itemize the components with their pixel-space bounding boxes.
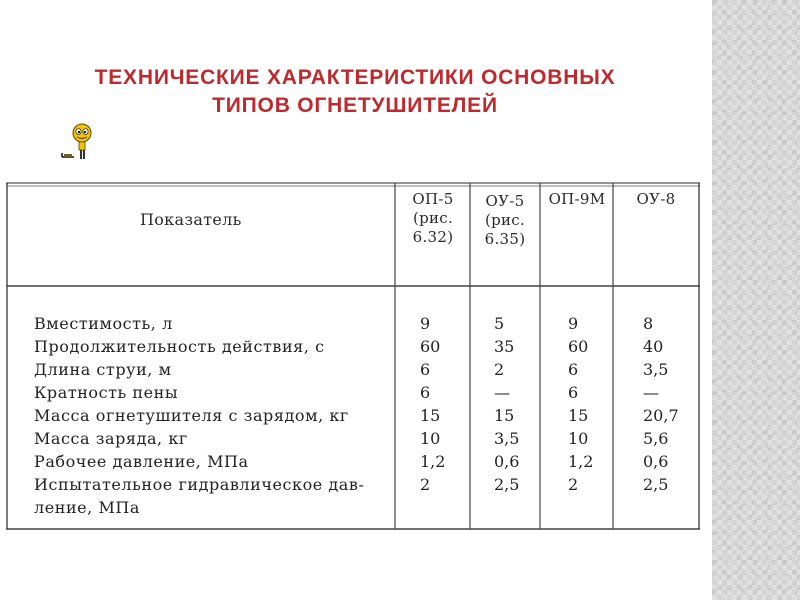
cell-ou8-working-pressure: 0,6 xyxy=(643,452,669,471)
cell-op5-duration: 60 xyxy=(420,337,441,356)
header-col-1-line-3: 6.32) xyxy=(412,228,454,246)
cell-op5-capacity: 9 xyxy=(420,314,431,333)
row-label-test-pressure: Испытательное гидравлическое дав- xyxy=(34,475,365,494)
header-col-4-line-1: ОУ-8 xyxy=(636,190,676,208)
row-label-working-pressure: Рабочее давление, МПа xyxy=(34,452,249,471)
slide-title xyxy=(40,64,670,120)
cell-ou5-charged-mass: 15 xyxy=(494,406,515,425)
cell-op5-test-pressure: 2 xyxy=(420,475,431,494)
row-label-jet-length: Длина струи, м xyxy=(34,360,172,379)
cell-ou5-capacity: 5 xyxy=(494,314,505,333)
header-col-2 xyxy=(472,192,538,249)
cell-op9m-charge-mass: 10 xyxy=(568,429,589,448)
cell-op9m-foam-ratio: 6 xyxy=(568,383,579,402)
cell-op9m-working-pressure: 1,2 xyxy=(568,452,594,471)
cell-op5-working-pressure: 1,2 xyxy=(420,452,446,471)
cell-ou5-test-pressure: 2,5 xyxy=(494,475,520,494)
slide-title-line-1: ТЕХНИЧЕСКИЕ ХАРАКТЕРИСТИКИ ОСНОВНЫХ xyxy=(94,66,616,89)
cell-ou8-jet-length: 3,5 xyxy=(643,360,669,379)
cell-ou8-test-pressure: 2,5 xyxy=(643,475,669,494)
slide-title-line-2: ТИПОВ ОГНЕТУШИТЕЛЕЙ xyxy=(212,94,498,117)
cell-ou5-working-pressure: 0,6 xyxy=(494,452,520,471)
header-col-3 xyxy=(542,190,612,209)
cell-ou8-capacity: 8 xyxy=(643,314,654,333)
header-col-4 xyxy=(615,190,697,209)
row-label-capacity: Вместимость, л xyxy=(34,314,173,333)
cell-op9m-charged-mass: 15 xyxy=(568,406,589,425)
row-label-charge-mass: Масса заряда, кг xyxy=(34,429,188,448)
cell-ou8-duration: 40 xyxy=(643,337,664,356)
cell-op5-charged-mass: 15 xyxy=(420,406,441,425)
cell-op9m-duration: 60 xyxy=(568,337,589,356)
cell-op9m-jet-length: 6 xyxy=(568,360,579,379)
row-label-duration: Продолжительность действия, с xyxy=(34,337,325,356)
cell-op5-charge-mass: 10 xyxy=(420,429,441,448)
cell-ou8-charge-mass: 5,6 xyxy=(643,429,669,448)
side-decorative-strip xyxy=(712,0,800,600)
smiley-at-desk-icon xyxy=(60,122,100,162)
extinguisher-specs-table xyxy=(0,180,704,532)
cell-ou5-jet-length: 2 xyxy=(494,360,505,379)
header-col-1 xyxy=(398,190,468,247)
header-parameter: Показатель xyxy=(140,210,242,229)
row-label-foam-ratio: Кратность пены xyxy=(34,383,179,402)
header-col-2-line-2: (рис. xyxy=(484,211,526,229)
cell-ou5-foam-ratio: — xyxy=(494,383,510,402)
cell-op9m-test-pressure: 2 xyxy=(568,475,579,494)
cell-ou5-charge-mass: 3,5 xyxy=(494,429,520,448)
header-col-2-line-3: 6.35) xyxy=(484,230,526,248)
cell-op9m-capacity: 9 xyxy=(568,314,579,333)
cell-ou5-duration: 35 xyxy=(494,337,515,356)
header-col-1-line-2: (рис. xyxy=(412,209,454,227)
cell-ou8-charged-mass: 20,7 xyxy=(643,406,679,425)
header-col-1-line-1: ОП-5 xyxy=(412,190,454,208)
cell-op5-foam-ratio: 6 xyxy=(420,383,431,402)
row-label-test-pressure-cont: ление, МПа xyxy=(34,498,140,517)
row-label-charged-mass: Масса огнетушителя с зарядом, кг xyxy=(34,406,349,425)
cell-op5-jet-length: 6 xyxy=(420,360,431,379)
header-col-2-line-1: ОУ-5 xyxy=(485,192,525,210)
cell-ou8-foam-ratio: — xyxy=(643,383,659,402)
header-col-3-line-1: ОП-9М xyxy=(548,190,606,208)
